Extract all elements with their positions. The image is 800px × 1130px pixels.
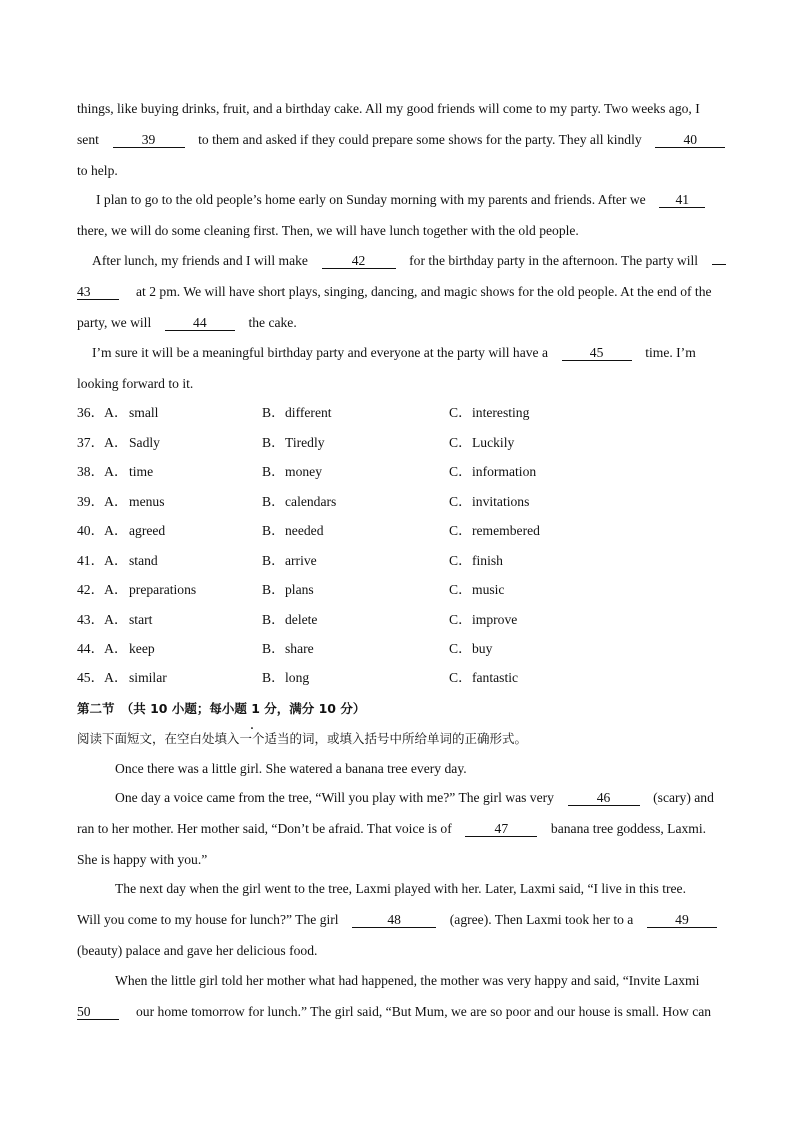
text: at 2 pm. We will have short plays, singing, dancing, and magic shows for the old people. At the end of the xyxy=(136,284,712,299)
option-a[interactable]: Sadly xyxy=(129,435,160,450)
text: One day a voice came from the tree, “Will you play with me?” The girl was very xyxy=(115,790,554,805)
label-c: C． xyxy=(449,464,472,479)
question-number: 41．A． xyxy=(77,553,128,568)
question-number: 44．A． xyxy=(77,641,128,656)
option-b[interactable]: arrive xyxy=(285,553,317,568)
text: for the birthday party in the afternoon. The party will xyxy=(409,253,699,268)
option-b[interactable]: money xyxy=(285,464,322,479)
blank-43[interactable]: 43 xyxy=(77,284,119,300)
label-c: C． xyxy=(449,612,472,627)
text: 适当的词，或填入括号中所给单词的正确形式。 xyxy=(264,731,528,746)
label-c: C． xyxy=(449,405,472,420)
text: (agree). Then Laxmi took her to a xyxy=(449,912,634,927)
label-c: C． xyxy=(449,494,472,509)
text: to them and asked if they could prepare some shows for the party. They all kindly xyxy=(198,132,642,147)
option-c[interactable]: remembered xyxy=(472,523,540,538)
text: Once there was a little girl. She watered a banana tree every day. xyxy=(115,761,467,776)
blank-47[interactable]: 47 xyxy=(465,821,537,837)
text: our home tomorrow for lunch.” The girl said, “But Mum, we are so poor and our house is small. How can xyxy=(136,1004,712,1019)
question-number: 42．A． xyxy=(77,582,128,597)
text: When the little girl told her mother what had happened, the mother was very happy and said, “Invite Laxmi xyxy=(115,973,700,988)
section-instructions xyxy=(77,730,722,748)
passage-line xyxy=(77,1003,722,1021)
option-b[interactable]: calendars xyxy=(285,494,337,509)
option-b[interactable]: share xyxy=(285,641,314,656)
label-b: B． xyxy=(262,405,285,420)
passage-line xyxy=(96,191,722,209)
option-b[interactable]: delete xyxy=(285,612,318,627)
section-heading: 第二节 （共 10 小题；每小题 1 分，满分 10 分） xyxy=(77,701,366,716)
label-b: B． xyxy=(262,523,285,538)
text: After lunch, my friends and I will make xyxy=(92,253,308,268)
blank-44[interactable]: 44 xyxy=(165,315,235,331)
option-b[interactable]: long xyxy=(285,670,310,685)
option-a[interactable]: keep xyxy=(129,641,155,656)
blank-50[interactable]: 50 xyxy=(77,1004,119,1020)
option-a[interactable]: stand xyxy=(129,553,158,568)
blank-41[interactable]: 41 xyxy=(659,192,705,208)
text: (scary) and xyxy=(653,790,714,805)
label-b: B． xyxy=(262,641,285,656)
passage-line xyxy=(77,942,722,960)
passage-line xyxy=(77,911,722,929)
option-a[interactable]: start xyxy=(129,612,153,627)
text: banana tree goddess, Laxmi. xyxy=(550,821,707,836)
blank-45[interactable]: 45 xyxy=(562,345,632,361)
label-b: B． xyxy=(262,670,285,685)
option-b[interactable]: different xyxy=(285,405,332,420)
passage-line xyxy=(77,162,722,180)
text: I’m sure it will be a meaningful birthday party and everyone at the party will have a xyxy=(92,345,548,360)
label-b: B． xyxy=(262,464,285,479)
passage-line xyxy=(115,789,722,807)
text: I plan to go to the old people’s home early on Sunday morning with my parents and friends. After we xyxy=(96,192,646,207)
text: 阅读下面短文，在空白处填入 xyxy=(77,731,240,746)
passage-line xyxy=(77,314,722,332)
text: Will you come to my house for lunch?” The girl xyxy=(77,912,339,927)
question-number: 36．A． xyxy=(77,405,128,420)
passage-line xyxy=(92,344,722,362)
label-c: C． xyxy=(449,435,472,450)
text: the cake. xyxy=(248,315,297,330)
option-c[interactable]: fantastic xyxy=(472,670,519,685)
question-number: 45．A． xyxy=(77,670,128,685)
text: to help. xyxy=(77,163,118,178)
passage-line xyxy=(77,820,722,838)
label-c: C． xyxy=(449,641,472,656)
label-b: B． xyxy=(262,435,285,450)
option-c[interactable]: invitations xyxy=(472,494,530,509)
label-b: B． xyxy=(262,582,285,597)
text: (beauty) palace and gave her delicious food. xyxy=(77,943,318,958)
option-c[interactable]: information xyxy=(472,464,537,479)
option-a[interactable]: preparations xyxy=(129,582,197,597)
passage-line xyxy=(115,972,722,990)
passage-line xyxy=(77,283,722,301)
passage-line xyxy=(77,131,722,149)
question-number: 39．A． xyxy=(77,494,128,509)
question-number: 40．A． xyxy=(77,523,128,538)
option-a[interactable]: agreed xyxy=(129,523,166,538)
option-a[interactable]: small xyxy=(129,405,159,420)
passage-line xyxy=(92,252,722,270)
passage-line xyxy=(77,222,722,240)
text: time. I’m xyxy=(645,345,696,360)
blank-43-start xyxy=(712,264,726,265)
label-b: B． xyxy=(262,612,285,627)
question-number: 43．A． xyxy=(77,612,128,627)
text: there, we will do some cleaning first. Then, we will have lunch together with the old people. xyxy=(77,223,579,238)
label-b: B． xyxy=(262,553,285,568)
label-c: C． xyxy=(449,553,472,568)
passage-line xyxy=(77,375,722,393)
label-c: C． xyxy=(449,582,472,597)
passage-line xyxy=(77,100,722,118)
blank-40[interactable]: 40 xyxy=(655,132,725,148)
blank-46[interactable]: 46 xyxy=(568,790,640,806)
option-b[interactable]: needed xyxy=(285,523,324,538)
question-number: 38．A． xyxy=(77,464,128,479)
passage-line xyxy=(115,760,722,778)
blank-48[interactable]: 48 xyxy=(352,912,436,928)
option-c[interactable]: Luckily xyxy=(472,435,515,450)
text: She is happy with you.” xyxy=(77,852,208,867)
text: sent xyxy=(77,132,99,147)
label-c: C． xyxy=(449,523,472,538)
option-c[interactable]: finish xyxy=(472,553,503,568)
emphasis-text: 一个 xyxy=(239,731,265,746)
blank-42[interactable]: 42 xyxy=(322,253,396,269)
option-a[interactable]: similar xyxy=(129,670,167,685)
passage-line xyxy=(115,880,722,898)
option-c[interactable]: music xyxy=(472,582,505,597)
option-b[interactable]: Tiredly xyxy=(285,435,325,450)
passage-line xyxy=(77,851,722,869)
question-number: 37．A． xyxy=(77,435,128,450)
option-b[interactable]: plans xyxy=(285,582,314,597)
text: The next day when the girl went to the tree, Laxmi played with her. Later, Laxmi said, “I live in this tree. xyxy=(115,881,686,896)
label-c: C． xyxy=(449,670,472,685)
option-c[interactable]: buy xyxy=(472,641,493,656)
option-a[interactable]: menus xyxy=(129,494,165,509)
text: ran to her mother. Her mother said, “Don’t be afraid. That voice is of xyxy=(77,821,452,836)
option-c[interactable]: improve xyxy=(472,612,518,627)
blank-39[interactable]: 39 xyxy=(113,132,185,148)
option-c[interactable]: interesting xyxy=(472,405,530,420)
text: party, we will xyxy=(77,315,152,330)
blank-49[interactable]: 49 xyxy=(647,912,717,928)
label-b: B． xyxy=(262,494,285,509)
text: looking forward to it. xyxy=(77,376,194,391)
text: things, like buying drinks, fruit, and a birthday cake. All my good friends will come to my party. Two weeks ago, I xyxy=(77,101,700,116)
option-a[interactable]: time xyxy=(129,464,154,479)
